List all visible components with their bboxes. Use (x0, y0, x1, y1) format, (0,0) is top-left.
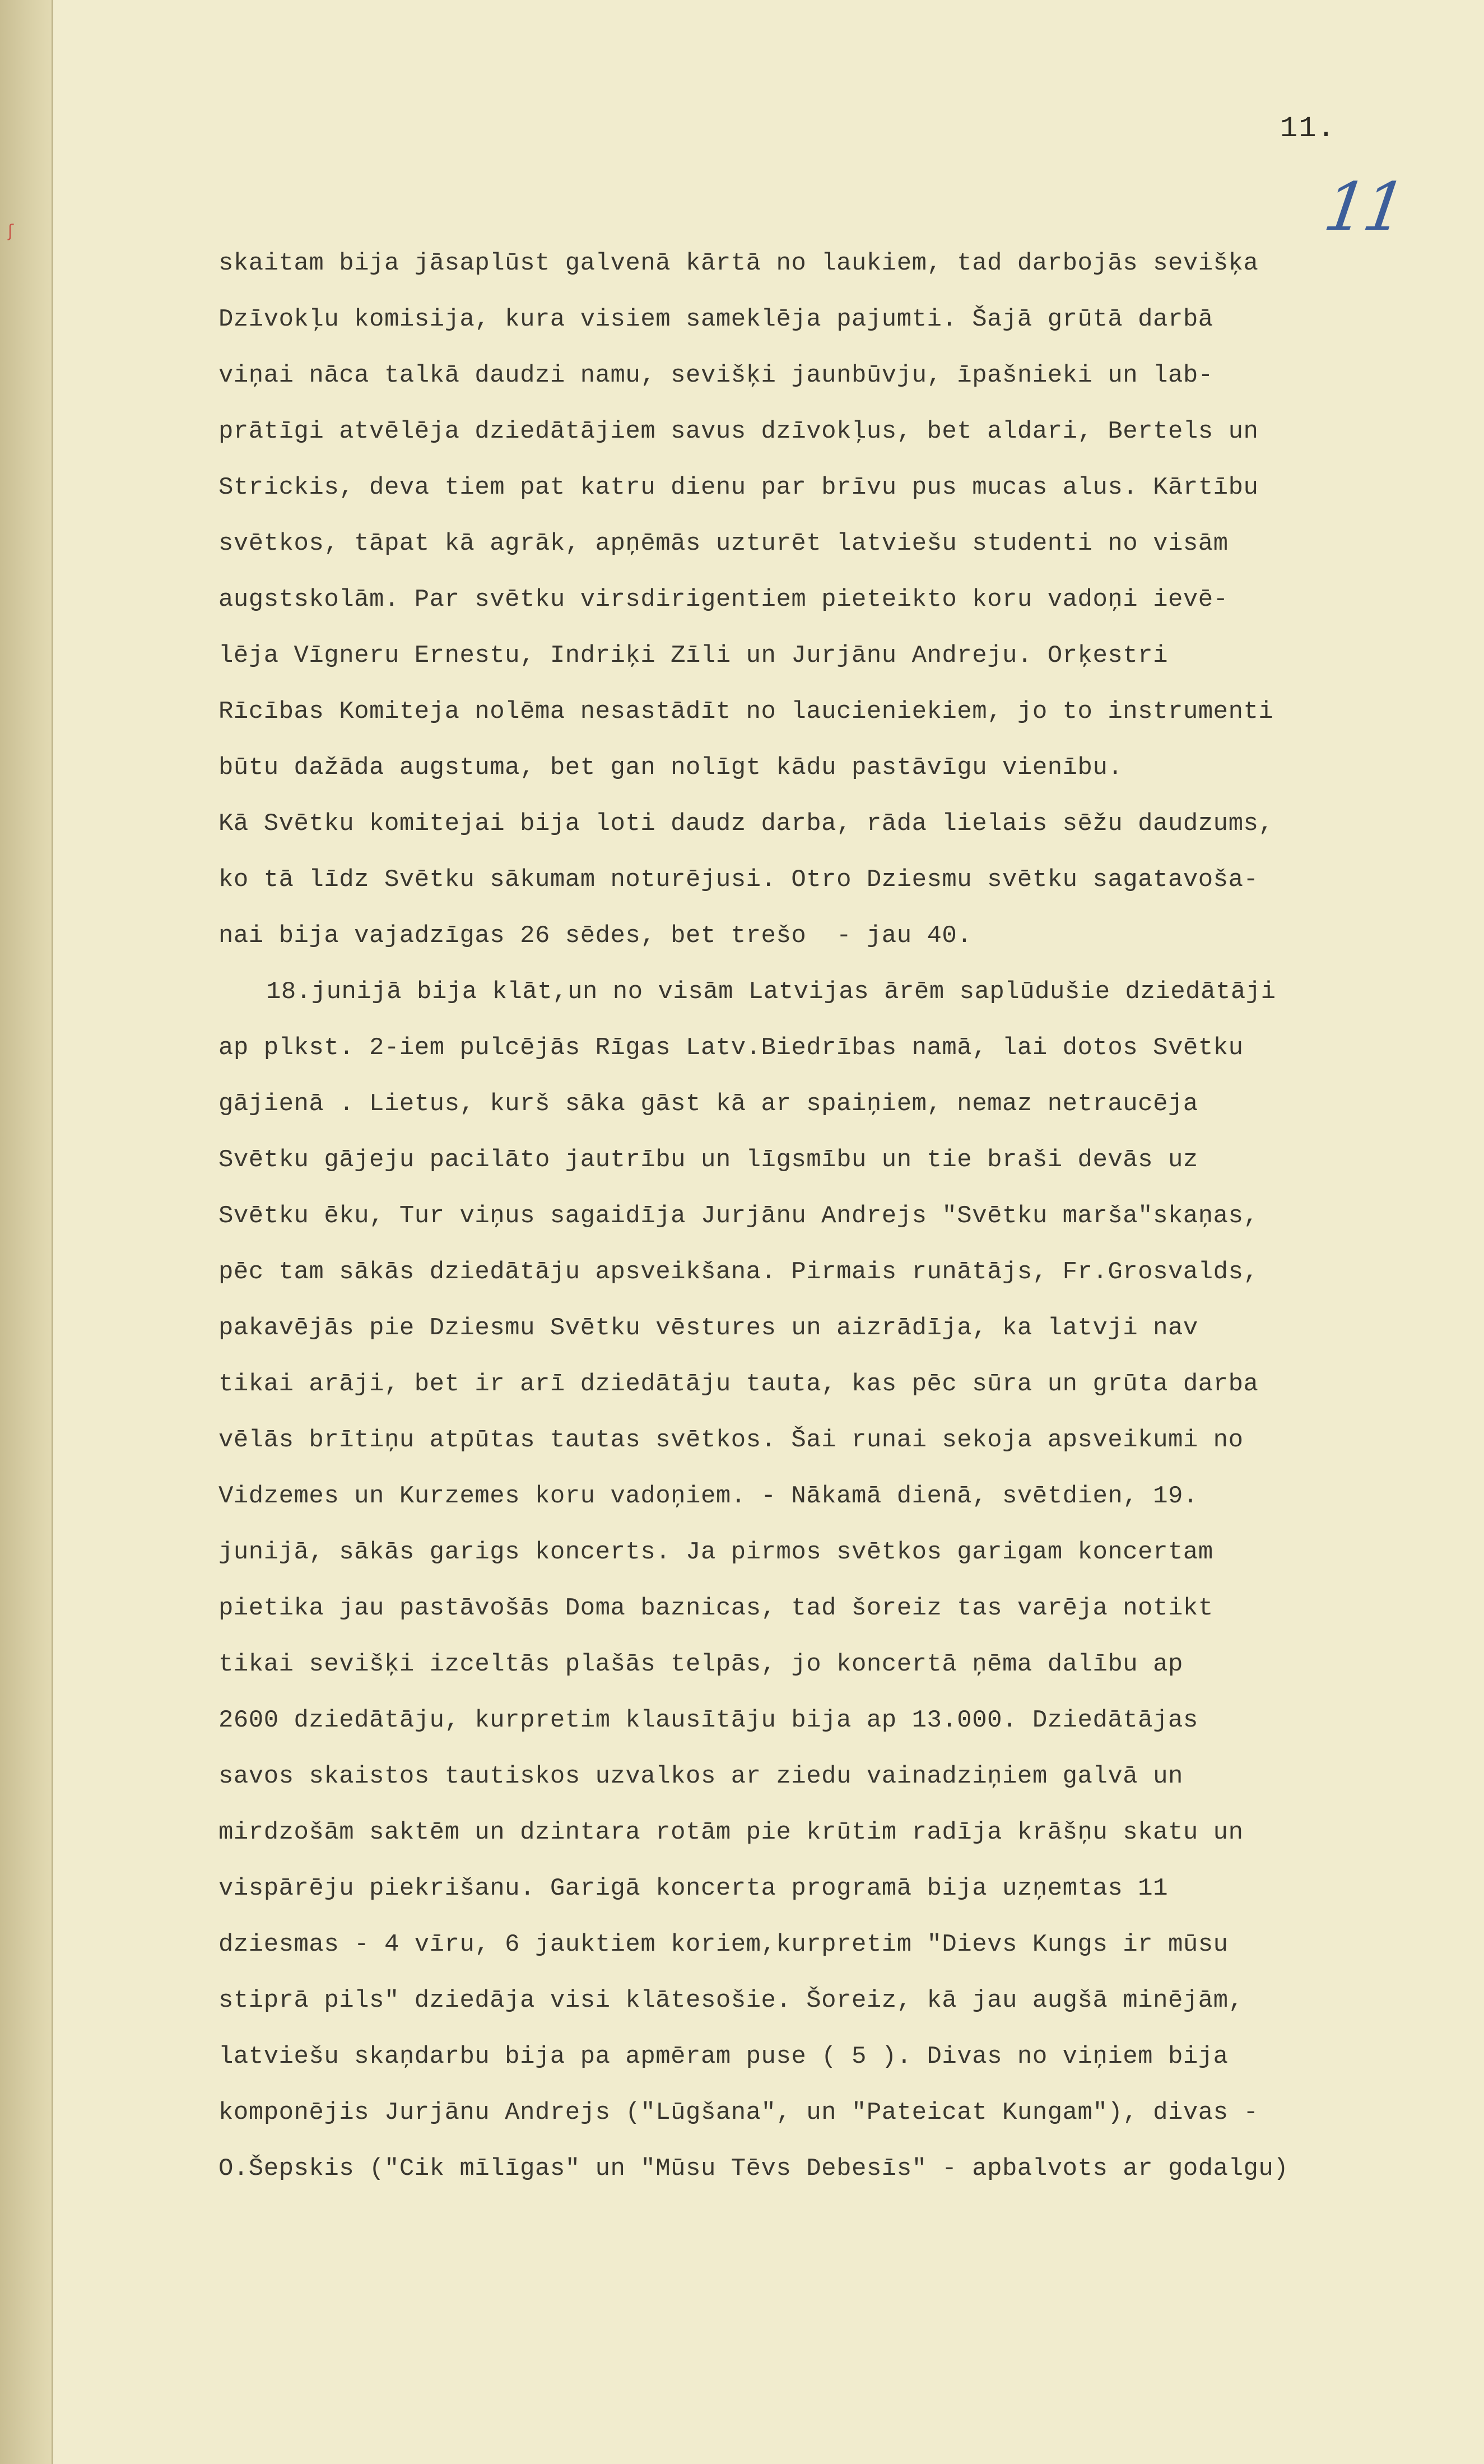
text-line: pietika jau pastāvošās Doma baznicas, tad šoreiz tas varēja notikt (218, 1594, 1213, 1622)
page-number: 11. (1280, 112, 1336, 145)
text-line: Svētku ēku, Tur viņus sagaidīja Jurjānu Andrejs "Svētku marša"skaņas, (218, 1202, 1259, 1230)
text-line: vispārēju piekrišanu. Garigā koncerta programā bija uzņemtas 11 (218, 1874, 1168, 1902)
text-line: nai bija vajadzīgas 26 sēdes, bet trešo - jau 40. (218, 922, 973, 950)
handwritten-folio-number: 11 (1319, 168, 1408, 245)
text-line: 18.junijā bija klāt,un no visām Latvijas ārēm saplūdušie dziedātāji (266, 978, 1276, 1006)
text-line: augstskolām. Par svētku virsdirigentiem pieteikto koru vadoņi ievē- (218, 586, 1229, 614)
text-line: pēc tam sākās dziedātāju apsveikšana. Pirmais runātājs, Fr.Grosvalds, (218, 1258, 1259, 1286)
text-line: O.Šepskis ("Cik mīlīgas" un "Mūsu Tēvs Debesīs" - apbalvots ar godalgu) (218, 2155, 1289, 2183)
text-line: vēlās brītiņu atpūtas tautas svētkos. Šai runai sekoja apsveikumi no (218, 1426, 1244, 1454)
text-line: latviešu skaņdarbu bija pa apmēram puse ( 5 ). Divas no viņiem bija (218, 2043, 1229, 2071)
text-line: Kā Svētku komitejai bija loti daudz darba, rāda lielais sēžu daudzums, (218, 810, 1274, 838)
text-line: viņai nāca talkā daudzi namu, sevišķi jaunbūvju, īpašnieki un lab- (218, 361, 1213, 389)
text-line: Dzīvokļu komisija, kura visiem sameklēja pajumti. Šajā grūtā darbā (218, 305, 1213, 333)
text-line: pakavējās pie Dziesmu Svētku vēstures un aizrādīja, ka latvji nav (218, 1314, 1198, 1342)
text-line: gājienā . Lietus, kurš sāka gāst kā ar spaiņiem, nemaz netraucēja (218, 1090, 1198, 1118)
text-line: Strickis, deva tiem pat katru dienu par brīvu pus mucas alus. Kārtību (218, 474, 1259, 502)
text-line: prātīgi atvēlēja dziedātājiem savus dzīvokļus, bet aldari, Bertels un (218, 417, 1259, 446)
text-line: dziesmas - 4 vīru, 6 jauktiem koriem,kurpretim "Dievs Kungs ir mūsu (218, 1931, 1229, 1959)
text-line: skaitam bija jāsaplūst galvenā kārtā no laukiem, tad darbojās sevišķa (218, 249, 1259, 277)
text-line: lēja Vīgneru Ernestu, Indriķi Zīli un Jurjānu Andreju. Orķestri (218, 642, 1168, 670)
text-line: svētkos, tāpat kā agrāk, apņēmās uzturēt latviešu studenti no visām (218, 530, 1229, 558)
text-line: junijā, sākās garigs koncerts. Ja pirmos svētkos garigam koncertam (218, 1538, 1213, 1566)
text-line: tikai sevišķi izceltās plašās telpās, jo koncertā ņēma dalību ap (218, 1650, 1183, 1678)
text-line: savos skaistos tautiskos uzvalkos ar ziedu vainadziņiem galvā un (218, 1762, 1183, 1790)
text-line: stiprā pils" dziedāja visi klātesošie. Šoreiz, kā jau augšā minējām, (218, 1987, 1244, 2015)
typewritten-text-body (218, 235, 1423, 2197)
text-line: Rīcības Komiteja nolēma nesastādīt no laucieniekiem, jo to instrumenti (218, 698, 1274, 726)
text-line: ap plkst. 2-iem pulcējās Rīgas Latv.Biedrības namā, lai dotos Svētku (218, 1034, 1244, 1062)
binding-edge (0, 0, 53, 2464)
text-line: komponējis Jurjānu Andrejs ("Lūgšana", un "Pateicat Kungam"), divas - (218, 2099, 1259, 2127)
text-line: tikai arāji, bet ir arī dziedātāju tauta, kas pēc sūra un grūta darba (218, 1370, 1259, 1398)
text-line: mirdzošām saktēm un dzintara rotām pie krūtim radīja krāšņu skatu un (218, 1818, 1244, 1846)
text-line: Vidzemes un Kurzemes koru vadoņiem. - Nākamā dienā, svētdien, 19. (218, 1482, 1198, 1510)
text-line: 2600 dziedātāju, kurpretim klausītāju bija ap 13.000. Dziedātājas (218, 1706, 1198, 1734)
text-line: Svētku gājeju pacilāto jautrību un līgsmību un tie braši devās uz (218, 1146, 1198, 1174)
red-pencil-mark: ʃ (8, 221, 14, 241)
text-line: būtu dažāda augstuma, bet gan nolīgt kādu pastāvīgu vienību. (218, 754, 1123, 782)
text-line: ko tā līdz Svētku sākumam noturējusi. Otro Dziesmu svētku sagatavoša- (218, 866, 1259, 894)
